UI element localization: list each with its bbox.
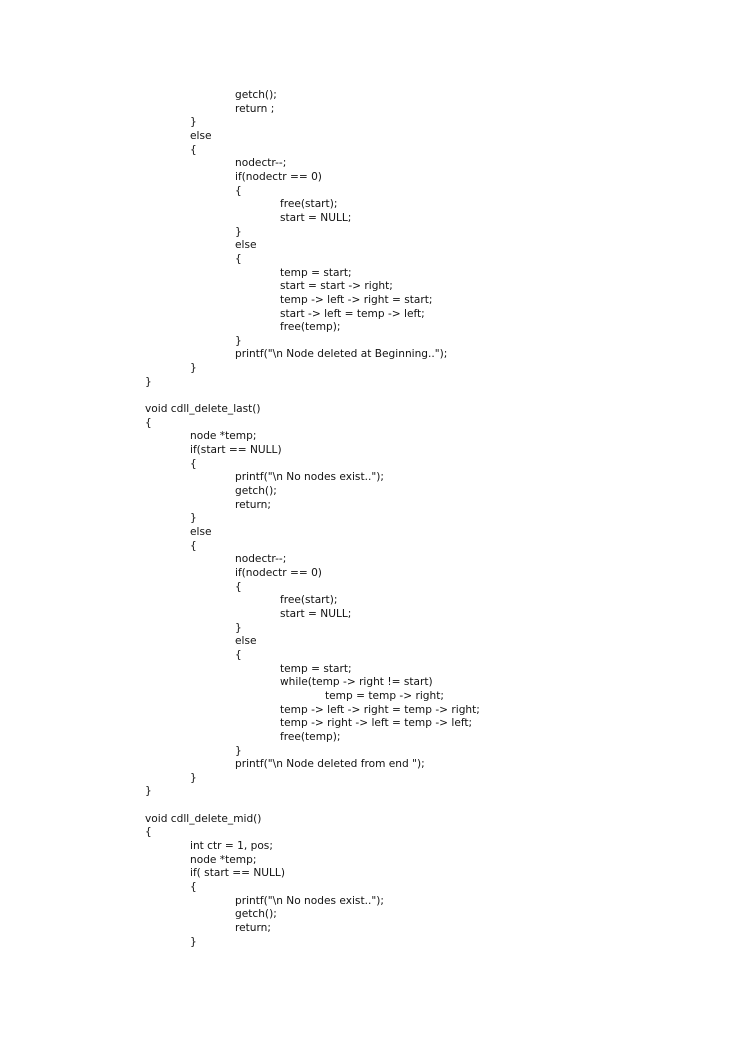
code-line: [145, 799, 480, 813]
code-line: return;: [235, 498, 271, 511]
code-line: {: [145, 416, 152, 429]
code-line: temp -> left -> right = temp -> right;: [280, 703, 480, 716]
code-line: nodectr--;: [235, 553, 287, 566]
code-line: node *temp;: [190, 430, 257, 443]
code-line: {: [190, 881, 197, 894]
code-line: else: [235, 239, 257, 252]
code-line: nodectr--;: [235, 157, 287, 170]
code-line: if(start == NULL): [190, 444, 282, 457]
code-line: {: [190, 143, 197, 156]
code-line: }: [235, 621, 242, 634]
code-line: start = NULL;: [280, 607, 352, 620]
code-line: void cdll_delete_mid(): [145, 812, 262, 825]
code-line: printf("\n Node deleted from end ");: [235, 758, 425, 771]
code-line: free(start);: [280, 198, 338, 211]
code-line: }: [190, 771, 197, 784]
code-line: {: [190, 457, 197, 470]
code-line: {: [235, 252, 242, 265]
code-line: return ;: [235, 102, 275, 115]
code-line: while(temp -> right != start): [280, 676, 433, 689]
code-line: else: [190, 526, 212, 538]
code-line: start = NULL;: [280, 211, 352, 224]
code-line: int ctr = 1, pos;: [190, 840, 273, 853]
code-listing: [145, 89, 480, 949]
code-line: }: [190, 116, 197, 129]
code-line: else: [235, 635, 257, 648]
code-line: start = start -> right;: [280, 280, 393, 293]
code-line: if( start == NULL): [190, 867, 285, 880]
code-line: node *temp;: [190, 853, 257, 866]
code-line: getch();: [235, 485, 277, 498]
code-line: }: [190, 512, 197, 525]
code-line: temp -> left -> right = start;: [280, 293, 433, 306]
code-line: getch();: [235, 89, 277, 101]
code-line: printf("\n No nodes exist..");: [235, 894, 384, 907]
code-line: [145, 389, 480, 403]
code-line: {: [235, 580, 242, 593]
code-line: }: [145, 785, 152, 798]
code-line: }: [190, 362, 197, 375]
code-line: void cdll_delete_last(): [145, 403, 261, 416]
code-line: getch();: [235, 908, 277, 921]
code-line: temp -> right -> left = temp -> left;: [280, 717, 473, 730]
code-line: free(temp);: [280, 730, 341, 743]
code-line: }: [145, 375, 152, 388]
code-line: {: [235, 648, 242, 661]
code-line: if(nodectr == 0): [235, 170, 322, 183]
code-line: free(temp);: [280, 321, 341, 334]
code-line: start -> left = temp -> left;: [280, 307, 425, 320]
code-line: return;: [235, 922, 271, 935]
code-line: }: [235, 744, 242, 757]
code-line: }: [190, 935, 197, 948]
code-line: {: [235, 184, 242, 197]
code-line: if(nodectr == 0): [235, 566, 322, 579]
code-line: }: [235, 334, 242, 347]
code-line: else: [190, 129, 212, 142]
code-line: {: [145, 826, 152, 839]
code-line: }: [235, 225, 242, 238]
code-line: printf("\n Node deleted at Beginning..");: [235, 348, 448, 361]
code-line: printf("\n No nodes exist..");: [235, 471, 384, 484]
code-line: free(start);: [280, 594, 338, 607]
code-line: temp = temp -> right;: [325, 689, 444, 702]
code-line: {: [190, 539, 197, 552]
code-line: temp = start;: [280, 662, 352, 675]
code-line: temp = start;: [280, 266, 352, 279]
